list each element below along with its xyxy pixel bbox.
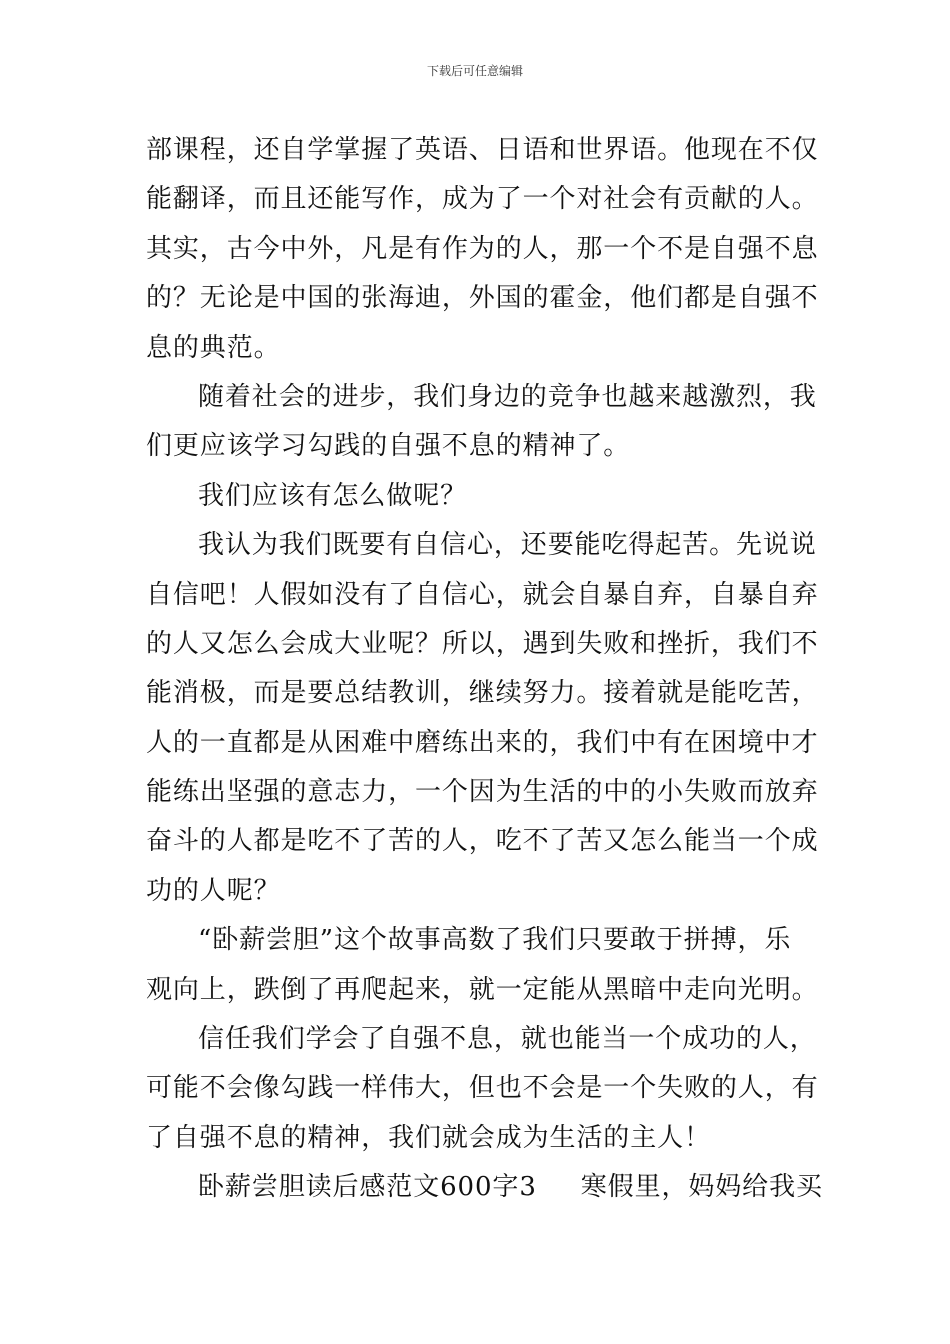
text-line-17: “卧薪尝胆”这个故事高数了我们只要敢于拼搏，乐 [198, 925, 792, 956]
article-title: 卧薪尝胆读后感范文600字3 [198, 1172, 537, 1203]
text-line-22 [146, 1163, 823, 1212]
text-line-16: 功的人呢？ [146, 875, 281, 906]
text-line-1: 部课程，还自学掌握了英语、日语和世界语。他现在不仅 [146, 135, 819, 165]
text-line-10: 自信吧！人假如没有了自信心，就会自暴自弃，自暴自弃 [146, 579, 819, 610]
text-line-19: 信任我们学会了自强不息，就也能当一个成功的人， [198, 1024, 817, 1055]
text-line-15: 奋斗的人都是吃不了苦的人，吃不了苦又怎么能当一个成 [146, 826, 819, 857]
text-line-5: 息的典范。 [146, 332, 281, 363]
text-line-12: 能消极，而是要总结教训，继续努力。接着就是能吃苦， [146, 678, 819, 709]
text-line-9: 我认为我们既要有自信心，还要能吃得起苦。先说说 [198, 530, 817, 561]
text-line-18: 观向上，跌倒了再爬起来，就一定能从黑暗中走向光明。 [146, 974, 819, 1005]
article-opening-text: 寒假里，妈妈给我买 [580, 1172, 823, 1203]
text-line-3: 其实，古今中外，凡是有作为的人，那一个不是自强不息 [146, 233, 819, 264]
text-line-14: 能练出坚强的意志力，一个因为生活的中的小失败而放弃 [146, 777, 819, 808]
text-line-7: 们更应该学习勾践的自强不息的精神了。 [146, 431, 631, 462]
document-body [146, 126, 823, 1213]
text-line-2: 能翻译，而且还能写作，成为了一个对社会有贡献的人。 [146, 184, 819, 215]
text-line-20: 可能不会像勾践一样伟大，但也不会是一个失败的人，有 [146, 1073, 819, 1104]
text-line-6: 随着社会的进步，我们身边的竞争也越来越激烈，我 [198, 381, 817, 412]
page-header: 下载后可任意编辑 [426, 64, 523, 78]
text-line-21: 了自强不息的精神，我们就会成为生活的主人！ [146, 1122, 711, 1153]
text-line-4: 的？无论是中国的张海迪，外国的霍金，他们都是自强不 [146, 283, 819, 314]
text-line-8: 我们应该有怎么做呢？ [198, 480, 468, 511]
text-line-13: 人的一直都是从困难中磨练出来的，我们中有在困境中才 [146, 727, 819, 758]
text-line-11: 的人又怎么会成大业呢？所以，遇到失败和挫折，我们不 [146, 628, 819, 659]
